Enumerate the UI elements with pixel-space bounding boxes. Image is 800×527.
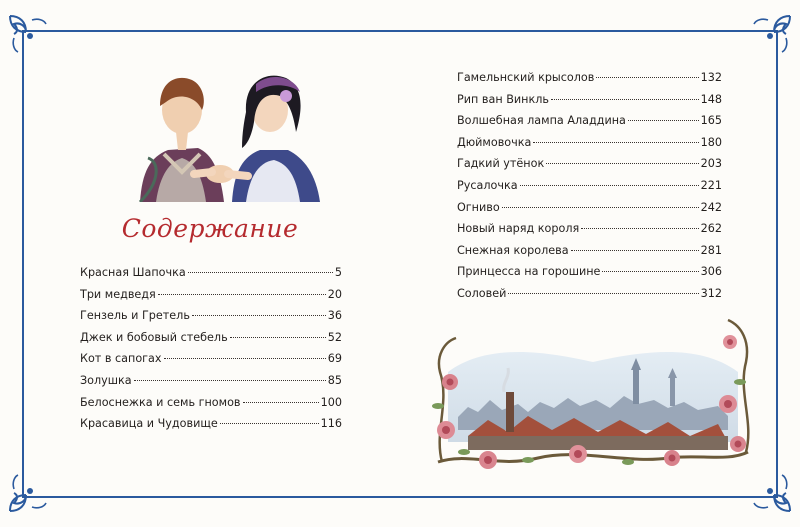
toc-entry-page: 306 — [700, 265, 722, 279]
toc-entry — [457, 89, 722, 111]
toc-entry-page: 36 — [327, 309, 342, 323]
toc-entry-page: 221 — [700, 178, 722, 192]
toc-entry — [457, 240, 722, 262]
toc-entry-page: 148 — [700, 92, 722, 106]
toc-entry — [457, 110, 722, 132]
toc-entry — [457, 218, 722, 240]
toc-entry-title: Три медведя — [80, 287, 156, 301]
corner-ornament-icon — [6, 471, 50, 515]
toc-entry-page: 116 — [320, 417, 342, 431]
couple-illustration — [120, 62, 340, 202]
toc-entry-title: Белоснежка и семь гномов — [80, 395, 241, 409]
toc-entry-page: 281 — [700, 243, 722, 257]
toc-entry-page: 180 — [700, 135, 722, 149]
toc-entry-title: Огниво — [457, 200, 500, 214]
toc-entry — [80, 413, 342, 435]
toc-entry-title: Красавица и Чудовище — [80, 417, 218, 431]
toc-entry-page: 262 — [700, 222, 722, 236]
toc-entry-page: 52 — [327, 330, 342, 344]
toc-entry — [457, 197, 722, 219]
toc-entry-title: Гамельнский крысолов — [457, 71, 595, 84]
toc-entry-page: 20 — [327, 287, 342, 301]
toc-entry — [80, 392, 342, 414]
toc-entry — [457, 67, 722, 89]
toc-entry-page: 165 — [700, 114, 722, 128]
toc-entry — [457, 261, 722, 283]
toc-entry-page: 100 — [320, 395, 342, 409]
toc-entry-title: Русалочка — [457, 178, 518, 192]
toc-entry-title: Гензель и Гретель — [80, 309, 190, 323]
toc-entry-page: 85 — [327, 373, 342, 387]
toc-entry-page: 203 — [700, 157, 722, 171]
toc-entry-title: Золушка — [80, 373, 132, 387]
toc-entry — [80, 348, 342, 370]
toc-list-left — [80, 262, 342, 435]
toc-entry-title: Кот в сапогах — [80, 352, 162, 366]
toc-entry-title: Гадкий утёнок — [457, 157, 545, 171]
corner-ornament-icon — [750, 12, 794, 56]
toc-entry-page: 69 — [327, 352, 342, 366]
toc-entry — [80, 327, 342, 349]
toc-entry — [80, 370, 342, 392]
toc-entry — [457, 153, 722, 175]
toc-entry — [80, 305, 342, 327]
toc-entry-page: 242 — [700, 200, 722, 214]
toc-entry-title: Новый наряд короля — [457, 222, 580, 236]
town-with-roses-illustration — [428, 312, 758, 480]
toc-entry-page: 312 — [700, 286, 722, 300]
toc-entry-page: 5 — [334, 266, 342, 279]
toc-entry-title: Рип ван Винкль — [457, 92, 549, 106]
toc-entry-title: Волшебная лампа Аладдина — [457, 114, 626, 128]
corner-ornament-icon — [6, 12, 50, 56]
toc-entry — [457, 283, 722, 305]
toc-entry — [457, 175, 722, 197]
toc-entry-title: Снежная королева — [457, 243, 569, 257]
toc-list-right — [457, 67, 722, 305]
toc-entry-title: Красная Шапочка — [80, 266, 186, 279]
toc-entry-title: Соловей — [457, 286, 507, 300]
toc-entry-title: Дюймовочка — [457, 135, 532, 149]
toc-entry — [80, 284, 342, 306]
toc-entry-title: Принцесса на горошине — [457, 265, 601, 279]
toc-entry — [457, 132, 722, 154]
toc-entry-page: 132 — [700, 71, 722, 84]
toc-entry-title: Джек и бобовый стебель — [80, 330, 228, 344]
toc-title: Содержание — [121, 214, 299, 243]
toc-entry — [80, 262, 342, 284]
